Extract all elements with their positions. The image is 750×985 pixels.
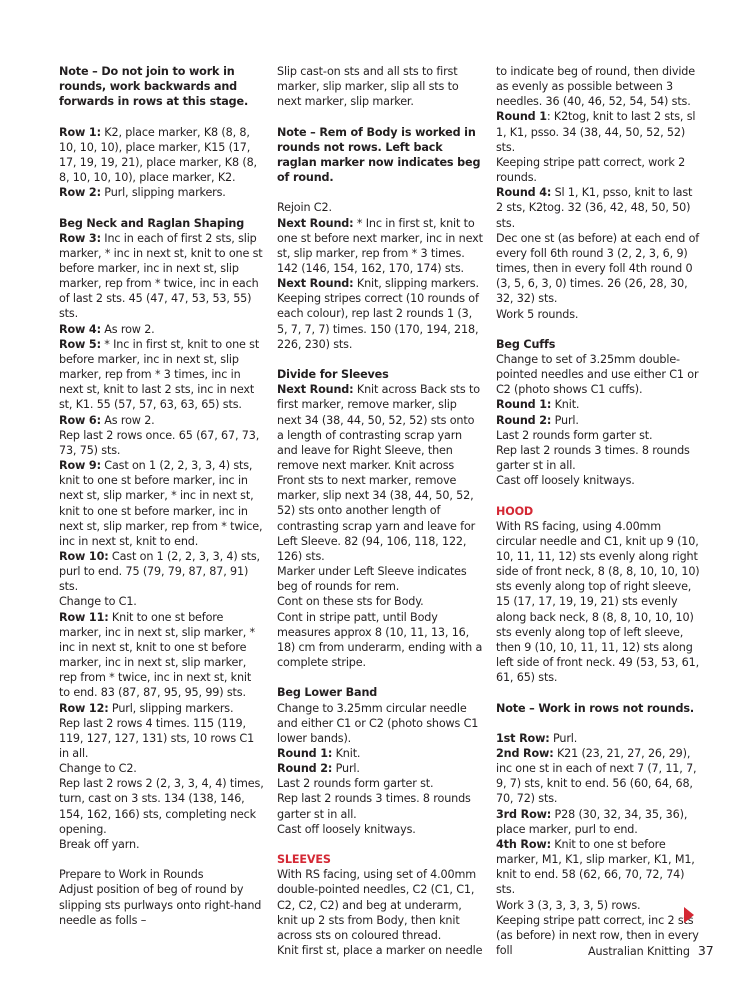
instruction-paragraph xyxy=(496,307,702,322)
instruction-paragraph xyxy=(496,443,702,473)
step-text: Keeping stripes correct (10 rounds of each colour), rep last 2 rounds 1 (3, 5, 7, 7, 7) times. 150 (170, 194, 218, 226, 230) sts. xyxy=(277,292,479,351)
instruction-paragraph xyxy=(277,776,483,791)
step-text: Sl 1, K1, psso, knit to last 2 sts, K2tog. 32 (36, 42, 48, 50, 50) sts. xyxy=(496,186,693,230)
step-text: As row 2. xyxy=(100,322,155,336)
step-label: Round 1 xyxy=(496,110,547,124)
instruction-paragraph xyxy=(496,185,702,230)
instruction-paragraph xyxy=(496,109,702,154)
step-label: Round 4: xyxy=(496,186,552,200)
step-text: Note – Do not join to work in rounds, work backwards and forwards in rows at this stage. xyxy=(59,65,249,109)
subheading xyxy=(59,216,265,231)
section-heading xyxy=(496,504,702,519)
instruction-paragraph xyxy=(496,807,702,837)
instruction-paragraph xyxy=(59,549,265,594)
step-text: Rejoin C2. xyxy=(277,201,332,215)
paragraph-spacer xyxy=(59,109,265,124)
continue-arrow-icon xyxy=(684,907,694,923)
section-heading xyxy=(277,852,483,867)
step-label: Row 9: xyxy=(59,459,101,473)
instruction-paragraph xyxy=(277,761,483,776)
paragraph-spacer xyxy=(496,488,702,503)
step-text: : K2tog, knit to last 2 sts, sl 1, K1, psso. 34 (38, 44, 50, 52, 52) sts. xyxy=(496,110,696,154)
instruction-paragraph xyxy=(59,185,265,200)
step-text: Dec one st (as before) at each end of every foll 6th round 3 (2, 2, 3, 6, 9) times, then in every foll 4th round 0 (3, 5, 6, 3, 0) times. 26 (26, 28, 30, 32, 32) sts. xyxy=(496,231,700,306)
step-text: Rep last 2 rows once. 65 (67, 67, 73, 73, 75) sts. xyxy=(59,428,260,457)
step-text: Change to C2. xyxy=(59,762,137,776)
step-text: Slip cast-on sts and all sts to first marker, slip marker, slip all sts to next marker, slip marker. xyxy=(277,65,459,109)
step-text: P28 (30, 32, 34, 35, 36), place marker, purl to end. xyxy=(496,807,688,836)
step-label: Row 5: xyxy=(59,337,101,351)
instruction-paragraph xyxy=(59,594,265,609)
step-text: Marker under Left Sleeve indicates beg of rounds for rem. xyxy=(277,565,467,594)
instruction-paragraph xyxy=(496,898,702,913)
text-column-3 xyxy=(496,64,702,958)
step-label: Row 6: xyxy=(59,413,101,427)
step-label: 4th Row: xyxy=(496,837,551,851)
instruction-paragraph xyxy=(496,64,702,109)
step-text: Purl. xyxy=(549,731,578,745)
instruction-paragraph xyxy=(277,791,483,821)
step-text: Knit first st, place a marker on needle xyxy=(277,943,483,957)
step-text: Rep last 2 rounds 3 times. 8 rounds garter st in all. xyxy=(496,443,690,473)
instruction-paragraph xyxy=(277,64,483,109)
step-text: Knit. xyxy=(551,398,580,412)
step-text: Knit. xyxy=(332,746,361,760)
subheading xyxy=(277,685,483,700)
step-text: Purl. xyxy=(332,762,360,776)
step-label: Round 2: xyxy=(496,413,552,427)
page-number: 37 xyxy=(697,943,714,958)
step-text: to indicate beg of round, then divide as evenly as possible between 3 needles. 36 (40, 46, 52, 54, 54) sts. xyxy=(496,65,695,109)
step-label: Round 1: xyxy=(496,398,552,412)
step-text: SLEEVES xyxy=(277,853,331,867)
instruction-paragraph xyxy=(277,200,483,215)
instruction-paragraph xyxy=(496,428,702,443)
paragraph-spacer xyxy=(277,352,483,367)
step-label: 2nd Row: xyxy=(496,746,554,760)
instruction-paragraph xyxy=(59,701,265,716)
paragraph-spacer xyxy=(277,109,483,124)
step-text: Cont in stripe patt, until Body measures approx 8 (10, 11, 13, 16, 18) cm from underarm, ending with a complete stripe. xyxy=(277,610,483,670)
step-label: Round 2: xyxy=(277,762,333,776)
step-text: Rep last 2 rounds 3 times. 8 rounds garter st in all. xyxy=(277,792,471,821)
step-text: Inc in each of first 2 sts, slip marker, * inc in next st, knit to one st before marker, inc in next st, slip marker, rep from * twice, inc in each of last 2 sts. 45 (47, 47, 53, 53, 55) sts. xyxy=(59,231,263,321)
step-text: Keeping stripe patt correct, inc 2 sts (as before) in next row, then in every foll xyxy=(496,913,699,957)
instruction-paragraph xyxy=(496,473,702,488)
instruction-paragraph xyxy=(59,610,265,701)
instruction-paragraph xyxy=(59,322,265,337)
instruction-paragraph xyxy=(59,231,265,322)
instruction-paragraph xyxy=(59,837,265,852)
step-text: Cast off loosely knitways. xyxy=(496,474,635,488)
step-text: Knit across Back sts to first marker, remove marker, slip next 34 (38, 44, 50, 52, 52) sts onto a length of contrasting scrap yarn and leave for Right Sleeve, then remove next marker. Knit across Front sts to next marker, remove marker, slip next 34 (38, 44, 50, 52, 52) sts onto another length of contrasting scrap yarn and leave for Left Sleeve. 82 (94, 106, 118, 122, 126) sts. xyxy=(277,383,480,563)
instruction-paragraph xyxy=(277,216,483,277)
instruction-paragraph xyxy=(277,822,483,837)
step-text: Cast on 1 (2, 2, 3, 3, 4) sts, knit to one st before marker, inc in next st, slip marker, * inc in next st, knit to one st before marker, inc in next st, slip marker, rep from * twice, inc in next st, knit to end. xyxy=(59,459,263,548)
text-column-1 xyxy=(59,64,265,928)
step-text: Note – Work in rows not rounds. xyxy=(496,701,694,715)
paragraph-spacer xyxy=(59,852,265,867)
paragraph-spacer xyxy=(496,685,702,700)
step-text: Work 3 (3, 3, 3, 3, 5) rows. xyxy=(496,898,641,912)
instruction-paragraph xyxy=(277,382,483,564)
instruction-paragraph xyxy=(496,397,702,412)
step-text: Purl, slipping markers. xyxy=(108,701,234,715)
step-text: Knit to one st before marker, inc in next st, slip marker, * inc in next st, knit to one st before marker, inc in next st, slip marker, rep from * twice, inc in next st, knit to end. 83 (87, 87, 95, 95, 99) sts. xyxy=(59,610,255,700)
paragraph-spacer xyxy=(277,185,483,200)
step-text: HOOD xyxy=(496,504,534,518)
step-text: Change to 3.25mm circular needle and either C1 or C2 (photo shows C1 lower bands). xyxy=(277,701,479,745)
instruction-paragraph xyxy=(277,610,483,671)
instruction-paragraph xyxy=(277,867,483,943)
step-text: Cont on these sts for Body. xyxy=(277,595,424,609)
step-text: Adjust position of beg of round by slipping sts purlways onto right-hand needle as folls – xyxy=(59,883,262,927)
step-text: Divide for Sleeves xyxy=(277,368,389,382)
instruction-paragraph xyxy=(496,413,702,428)
paragraph-spacer xyxy=(277,837,483,852)
step-label: Row 12: xyxy=(59,701,109,715)
instruction-paragraph xyxy=(59,458,265,549)
instruction-paragraph xyxy=(277,291,483,352)
step-label: Next Round: xyxy=(277,216,354,230)
step-label: 3rd Row: xyxy=(496,807,552,821)
step-text: K21 (23, 21, 27, 26, 29), inc one st in each of next 7 (7, 11, 7, 9, 7) sts, knit to end. 56 (60, 64, 68, 70, 72) sts. xyxy=(496,746,697,806)
instruction-paragraph xyxy=(277,594,483,609)
step-label: Row 3: xyxy=(59,231,101,245)
instruction-paragraph xyxy=(496,746,702,807)
step-text: Cast on 1 (2, 2, 3, 3, 4) sts, purl to end. 75 (79, 79, 87, 87, 91) sts. xyxy=(59,549,260,594)
instruction-paragraph xyxy=(496,519,702,686)
subheading xyxy=(59,64,265,109)
instruction-paragraph xyxy=(59,125,265,186)
instruction-paragraph xyxy=(277,564,483,594)
subheading xyxy=(496,337,702,352)
step-label: Row 2: xyxy=(59,186,101,200)
text-column-2 xyxy=(277,64,483,958)
step-text: Purl. xyxy=(551,413,579,427)
step-label: Next Round: xyxy=(277,277,354,291)
instruction-paragraph xyxy=(496,837,702,898)
paragraph-spacer xyxy=(496,322,702,337)
instruction-paragraph xyxy=(277,276,483,291)
step-label: Row 1: xyxy=(59,125,101,139)
step-text: Purl, slipping markers. xyxy=(100,186,226,200)
step-label: Row 4: xyxy=(59,322,101,336)
instruction-paragraph xyxy=(59,716,265,761)
instruction-paragraph xyxy=(496,155,702,185)
subheading xyxy=(277,367,483,382)
instruction-paragraph xyxy=(277,701,483,746)
step-text: Rep last 2 rows 4 times. 115 (119, 119, 127, 127, 131) sts, 10 rows C1 in all. xyxy=(59,716,255,760)
step-text: Last 2 rounds form garter st. xyxy=(277,777,434,791)
instruction-paragraph xyxy=(59,413,265,428)
step-text: Keeping stripe patt correct, work 2 rounds. xyxy=(496,155,686,185)
magazine-title: Australian Knitting xyxy=(588,945,690,958)
step-label: 1st Row: xyxy=(496,731,550,745)
step-text: Last 2 rounds form garter st. xyxy=(496,428,653,442)
page-footer xyxy=(588,943,714,958)
step-text: Rep last 2 rows 2 (2, 3, 3, 4, 4) times, turn, cast on 3 sts. 134 (138, 146, 154, 162, 166) sts, completing neck opening. xyxy=(59,777,264,836)
step-text: Prepare to Work in Rounds xyxy=(59,868,204,882)
step-text: * Inc in first st, knit to one st before next marker, inc in next st, slip marker, rep from * 3 times. 142 (146, 154, 162, 170, 174) sts. xyxy=(277,216,483,275)
paragraph-spacer xyxy=(277,670,483,685)
subheading xyxy=(277,125,483,186)
step-text: Cast off loosely knitways. xyxy=(277,822,416,836)
step-text: K2, place marker, K8 (8, 8, 10, 10, 10), place marker, K15 (17, 17, 19, 19, 21), place marker, K8 (8, 8, 10, 10, 10), place marker, K2. xyxy=(59,125,257,185)
step-text: Knit to one st before marker, M1, K1, slip marker, K1, M1, knit to end. 58 (62, 66, 70, 72, 74) sts. xyxy=(496,837,695,897)
step-text: As row 2. xyxy=(100,413,155,427)
step-text: Break off yarn. xyxy=(59,837,140,851)
step-text: Beg Neck and Raglan Shaping xyxy=(59,216,245,230)
step-text: * Inc in first st, knit to one st before marker, inc in next st, slip marker, rep from * 3 times, inc in next st, knit to last 2 sts, inc in next st, K1. 55 (57, 57, 63, 63, 65) sts. xyxy=(59,337,260,412)
step-text: Change to set of 3.25mm double-pointed needles and use either C1 or C2 (photo shows C1 cuffs). xyxy=(496,352,699,397)
paragraph-spacer xyxy=(496,716,702,731)
step-text: With RS facing, using 4.00mm circular needle and C1, knit up 9 (10, 10, 11, 11, 12) sts evenly along right side of front neck, 8 (8, 8, 10, 10, 10) sts evenly along top of right sleeve, 15 (17, 17, 19, 19, 21) sts evenly along back neck, 8 (8, 8, 10, 10, 10) sts evenly along top of left sleeve, then 9 (10, 10, 11, 11, 12) sts along left side of front neck. 49 (53, 53, 61, 61, 65) sts. xyxy=(496,519,700,685)
step-text: Knit, slipping markers. xyxy=(353,277,479,291)
step-label: Next Round: xyxy=(277,383,354,397)
instruction-paragraph xyxy=(277,746,483,761)
step-label: Row 11: xyxy=(59,610,109,624)
instruction-paragraph xyxy=(496,352,702,397)
step-text: With RS facing, using set of 4.00mm double-pointed needles, C2 (C1, C1, C2, C2, C2) and beg at underarm, knit up 2 sts from Body, then knit across sts on coloured thread. xyxy=(277,868,476,942)
step-text: Work 5 rounds. xyxy=(496,307,579,321)
step-text: Beg Cuffs xyxy=(496,337,556,351)
subheading xyxy=(496,701,702,716)
step-text: Change to C1. xyxy=(59,595,137,609)
instruction-paragraph xyxy=(59,761,265,776)
instruction-paragraph xyxy=(59,428,265,458)
instruction-paragraph xyxy=(277,943,483,958)
paragraph-spacer xyxy=(59,200,265,215)
step-label: Row 10: xyxy=(59,549,109,563)
instruction-paragraph xyxy=(496,731,702,746)
step-text: Beg Lower Band xyxy=(277,686,378,700)
step-label: Round 1: xyxy=(277,746,333,760)
instruction-paragraph xyxy=(59,337,265,413)
instruction-paragraph xyxy=(59,776,265,837)
step-text: Note – Rem of Body is worked in rounds not rows. Left back raglan marker now indicates beg of round. xyxy=(277,125,481,185)
instruction-paragraph xyxy=(496,231,702,307)
instruction-paragraph xyxy=(59,882,265,927)
instruction-paragraph xyxy=(59,867,265,882)
